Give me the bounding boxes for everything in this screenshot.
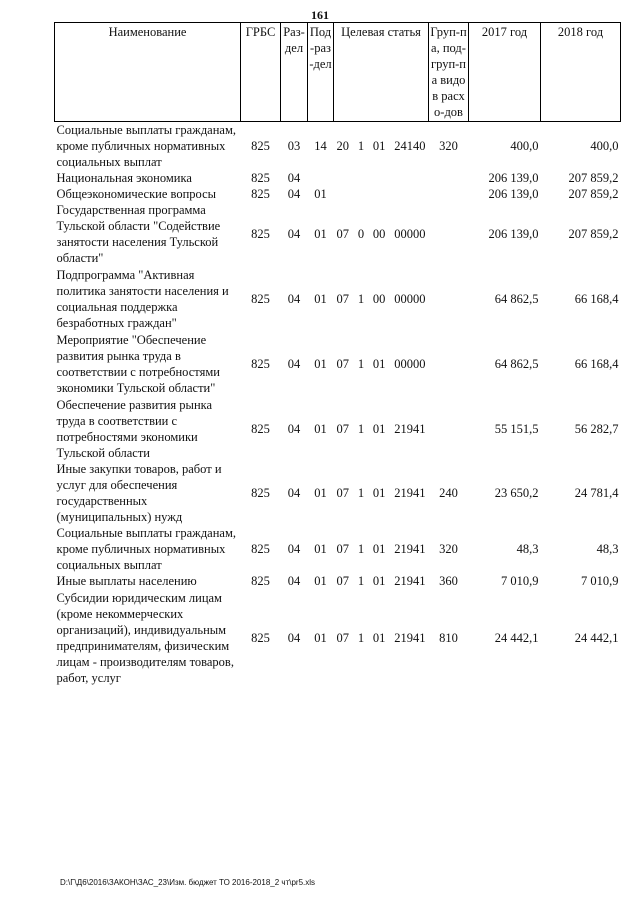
row-grbs: 825 <box>251 139 270 153</box>
table-row <box>55 186 621 202</box>
target-code-part: 21941 <box>394 486 426 500</box>
row-razdel: 04 <box>287 357 301 371</box>
row-2018-value: 7 010,9 <box>581 574 619 588</box>
budget-table <box>54 22 621 686</box>
target-code-part: 1 <box>357 486 365 500</box>
row-target-code <box>334 573 429 589</box>
target-code-part: 1 <box>357 422 365 436</box>
target-code-part: 01 <box>372 574 386 588</box>
row-grbs: 825 <box>251 171 270 185</box>
row-grbs: 825 <box>251 542 270 556</box>
target-code-part: 21941 <box>394 422 426 436</box>
table-row <box>55 170 621 186</box>
row-2018-value: 207 859,2 <box>568 227 619 241</box>
target-code-part: 1 <box>357 574 365 588</box>
target-code-part: 1 <box>357 542 365 556</box>
row-target-code <box>334 397 429 461</box>
target-code-part: 00 <box>372 227 386 241</box>
row-target-code <box>334 122 429 171</box>
row-podrazdel: 01 <box>314 357 327 371</box>
row-razdel: 04 <box>287 422 301 436</box>
header-grbs: ГРБС <box>241 23 281 122</box>
row-2018-value: 66 168,4 <box>574 357 619 371</box>
table-row <box>55 573 621 589</box>
row-target-code <box>334 461 429 525</box>
row-2017-value: 55 151,5 <box>494 422 539 436</box>
row-razdel: 04 <box>287 227 301 241</box>
row-podrazdel: 01 <box>314 574 327 588</box>
target-code-part: 00000 <box>394 227 426 241</box>
row-2018-value: 48,3 <box>596 542 619 556</box>
row-2017-value: 23 650,2 <box>494 486 539 500</box>
row-target-code <box>334 590 429 686</box>
target-code-part: 07 <box>336 292 349 306</box>
row-group <box>429 267 469 331</box>
row-2017-value: 48,3 <box>516 542 539 556</box>
row-2017-value: 206 139,0 <box>488 187 539 201</box>
row-podrazdel: 01 <box>314 486 327 500</box>
row-target-code <box>334 267 429 331</box>
footer-file-path: D:\Г\Д6\2016\ЗАКОН\ЗАС_23\Изм. бюджет ТО 2016-2018_2 чт\pr5.xls <box>60 878 316 887</box>
row-razdel: 04 <box>287 292 301 306</box>
target-code-part: 07 <box>336 422 349 436</box>
row-target-code <box>334 202 429 266</box>
row-group: 240 <box>439 486 458 500</box>
row-podrazdel: 01 <box>314 292 327 306</box>
header-group: Груп-па, под-груп-па видов расхо-дов <box>429 23 469 122</box>
row-podrazdel: 01 <box>314 631 327 645</box>
row-name: Мероприятие "Обеспечение развития рынка труда в соответствии с потребностями экономики Тульской области" <box>56 333 220 395</box>
row-grbs: 825 <box>251 292 270 306</box>
row-name: Подпрограмма "Активная политика занятости населения и социальная поддержка безработных граждан" <box>56 268 229 330</box>
row-podrazdel: 01 <box>314 187 327 201</box>
row-group: 360 <box>439 574 458 588</box>
row-razdel: 04 <box>287 574 301 588</box>
row-target-code <box>334 525 429 573</box>
table-row <box>55 590 621 686</box>
row-2017-value: 400,0 <box>510 139 539 153</box>
row-name: Субсидии юридическим лицам (кроме некоммерческих организаций), индивидуальным предпринимателям, физическим лицам - производителям товаров, работ, услуг <box>56 591 234 685</box>
target-code-part: 01 <box>372 542 386 556</box>
row-2017-value: 206 139,0 <box>488 227 539 241</box>
row-group <box>429 397 469 461</box>
row-grbs: 825 <box>251 486 270 500</box>
target-code-part: 21941 <box>394 574 426 588</box>
row-podrazdel: 01 <box>314 542 327 556</box>
table-row <box>55 397 621 461</box>
target-code-part: 1 <box>357 292 365 306</box>
target-code-part: 1 <box>357 357 365 371</box>
row-name: Социальные выплаты гражданам, кроме публичных нормативных социальных выплат <box>56 123 237 169</box>
target-code-part: 01 <box>372 357 386 371</box>
target-code-part: 24140 <box>394 139 426 153</box>
row-target-code <box>334 332 429 396</box>
row-name: Обеспечение развития рынка труда в соответствии с потребностями экономики Тульской области <box>56 398 213 460</box>
row-name: Социальные выплаты гражданам, кроме публичных нормативных социальных выплат <box>56 526 237 572</box>
table-row <box>55 525 621 573</box>
row-2017-value: 64 862,5 <box>494 292 539 306</box>
table-row <box>55 461 621 525</box>
row-2018-value: 66 168,4 <box>574 292 619 306</box>
row-2018-value: 207 859,2 <box>568 187 619 201</box>
header-razdel: Раз-дел <box>281 23 308 122</box>
row-grbs: 825 <box>251 357 270 371</box>
row-2018-value: 56 282,7 <box>574 422 619 436</box>
target-code-part: 01 <box>372 486 386 500</box>
target-code-part: 07 <box>336 486 349 500</box>
header-podrazdel: Под-раз-дел <box>308 23 334 122</box>
row-name: Иные выплаты населению <box>56 574 197 588</box>
row-2018-value: 207 859,2 <box>568 171 619 185</box>
row-podrazdel <box>308 170 334 186</box>
row-group <box>429 202 469 266</box>
target-code-part: 1 <box>357 631 365 645</box>
row-target-code <box>334 186 429 202</box>
row-podrazdel: 01 <box>314 227 327 241</box>
row-razdel: 03 <box>287 139 301 153</box>
row-razdel: 04 <box>287 187 301 201</box>
row-group: 320 <box>439 542 458 556</box>
page-number: 161 <box>311 8 329 22</box>
target-code-part: 1 <box>357 139 365 153</box>
target-code-part: 0 <box>357 227 365 241</box>
row-2017-value: 64 862,5 <box>494 357 539 371</box>
row-razdel: 04 <box>287 171 301 185</box>
table-body <box>55 122 621 687</box>
row-name: Государственная программа Тульской области "Содействие занятости населения Тульской области" <box>56 203 221 265</box>
target-code-part: 07 <box>336 357 349 371</box>
row-razdel: 04 <box>287 542 301 556</box>
row-group: 320 <box>439 139 458 153</box>
target-code-part: 07 <box>336 631 349 645</box>
row-grbs: 825 <box>251 422 270 436</box>
row-name: Национальная экономика <box>56 171 192 185</box>
row-target-code <box>334 170 429 186</box>
row-name: Общеэкономические вопросы <box>56 187 217 201</box>
row-group <box>429 332 469 396</box>
target-code-part: 20 <box>336 139 349 153</box>
target-code-part: 00000 <box>394 292 426 306</box>
row-2018-value: 24 442,1 <box>574 631 619 645</box>
row-2018-value: 400,0 <box>590 139 619 153</box>
row-grbs: 825 <box>251 227 270 241</box>
header-target: Целевая статья <box>334 23 429 122</box>
target-code-part: 01 <box>372 139 386 153</box>
header-y2018: 2018 год <box>541 23 621 122</box>
row-group: 810 <box>439 631 458 645</box>
row-2018-value: 24 781,4 <box>574 486 619 500</box>
row-name: Иные закупки товаров, работ и услуг для обеспечения государственных (муниципальных) нужд <box>56 462 222 524</box>
target-code-part: 00 <box>372 292 386 306</box>
row-podrazdel: 01 <box>314 422 327 436</box>
row-group <box>429 186 469 202</box>
target-code-part: 01 <box>372 631 386 645</box>
target-code-part: 21941 <box>394 631 426 645</box>
row-grbs: 825 <box>251 187 270 201</box>
row-razdel: 04 <box>287 631 301 645</box>
row-2017-value: 24 442,1 <box>494 631 539 645</box>
table-row <box>55 122 621 171</box>
table-row <box>55 202 621 266</box>
row-podrazdel: 14 <box>314 139 327 153</box>
target-code-part: 07 <box>336 542 349 556</box>
row-grbs: 825 <box>251 574 270 588</box>
table-row <box>55 332 621 396</box>
row-group <box>429 170 469 186</box>
row-razdel: 04 <box>287 486 301 500</box>
target-code-part: 21941 <box>394 542 426 556</box>
row-grbs: 825 <box>251 631 270 645</box>
row-2017-value: 7 010,9 <box>501 574 539 588</box>
row-2017-value: 206 139,0 <box>488 171 539 185</box>
target-code-part: 07 <box>336 574 349 588</box>
table-row <box>55 267 621 331</box>
target-code-part: 01 <box>372 422 386 436</box>
target-code-part: 07 <box>336 227 349 241</box>
header-y2017: 2017 год <box>469 23 541 122</box>
header-name: Наименование <box>55 23 241 122</box>
table-header-row <box>55 23 621 122</box>
target-code-part: 00000 <box>394 357 426 371</box>
